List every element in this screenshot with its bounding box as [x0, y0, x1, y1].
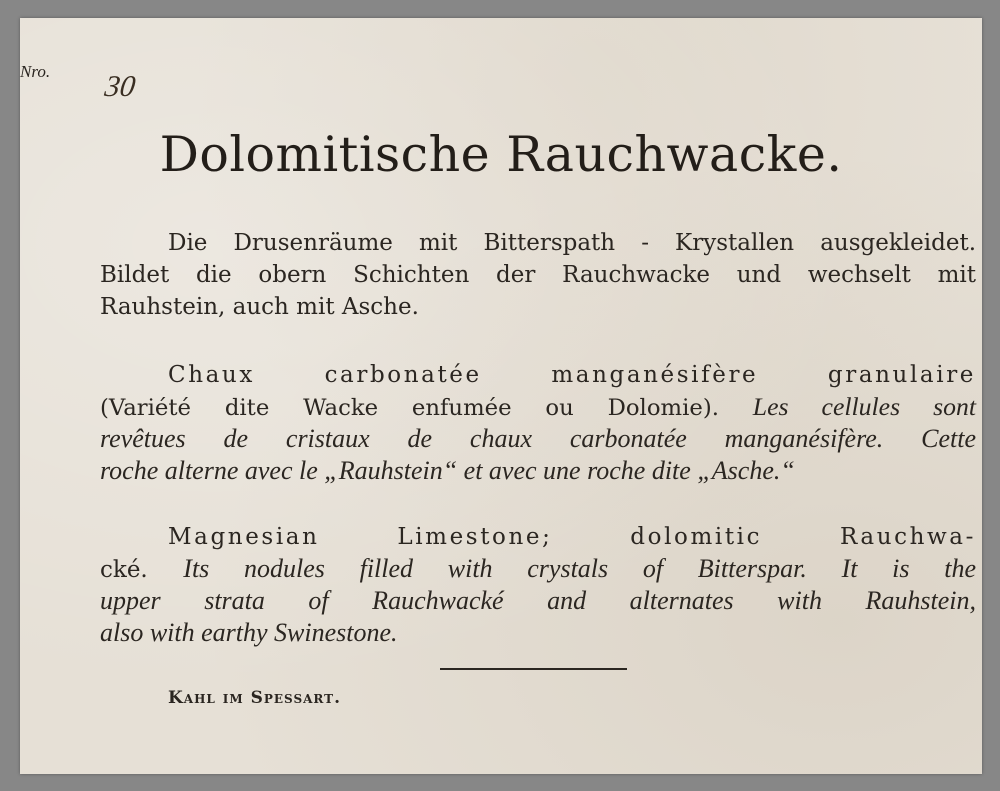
german-line-3: Rauhstein, auch mit Asche. — [100, 294, 419, 320]
english-line-4: also with earthy Swinestone. — [100, 618, 398, 647]
english-line-1: Magnesian Limestone; dolomitic Rauchwa- — [168, 524, 976, 550]
french-line-3: revêtues de cristaux de chaux carbonatée manganésifère. Cette — [100, 424, 976, 453]
french-line-1: Chaux carbonatée manganésifère granulaire — [168, 362, 976, 388]
english-line-3: upper strata of Rauchwacké and alternates with Rauhstein, — [100, 586, 976, 615]
number-prefix: Nro. — [20, 62, 51, 81]
divider-rule — [440, 668, 627, 670]
french-line-2-italic: Les cellules sont — [752, 392, 976, 421]
german-line-2: Bildet die obern Schichten der Rauchwacke und wechselt mit — [100, 262, 976, 288]
english-line-2-roman: cké. — [100, 557, 148, 583]
specimen-label-card — [20, 18, 982, 774]
french-line-2-roman: (Variété dite Wacke enfumée ou Dolomie). — [100, 395, 719, 421]
german-line-1: Die Drusenräume mit Bitterspath - Krystallen ausgekleidet. — [168, 230, 976, 256]
english-line-2 — [100, 554, 976, 585]
french-line-2 — [100, 392, 976, 423]
label-title: Dolomitische Rauchwacke. — [159, 126, 843, 183]
handwritten-number: 30 — [102, 70, 138, 103]
french-line-4: roche alterne avec le „Rauhstein“ et avec une roche dite „Asche.“ — [100, 456, 795, 485]
locality-line: Kahl im Spessart. — [168, 688, 342, 708]
english-line-2-italic: Its nodules filled with crystals of Bitterspar. It is the — [183, 554, 976, 583]
